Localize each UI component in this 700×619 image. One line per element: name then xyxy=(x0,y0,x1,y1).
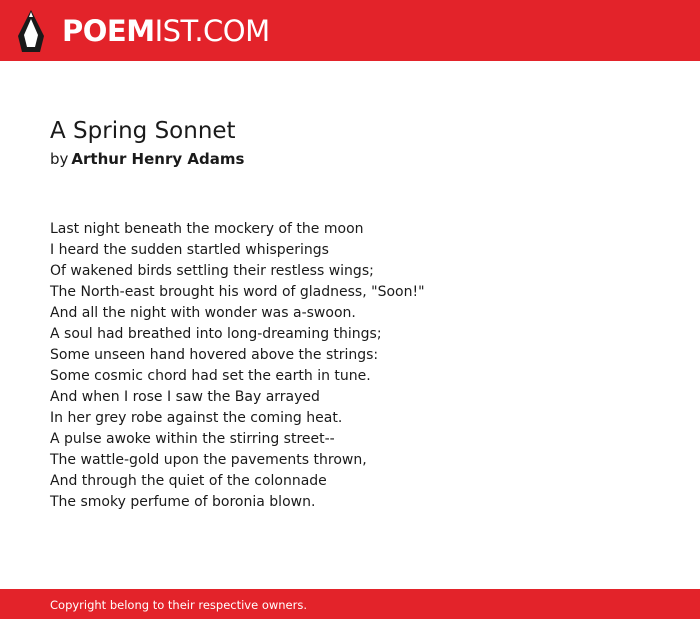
poem-line: A pulse awoke within the stirring street-- xyxy=(50,431,335,447)
poem-body xyxy=(50,219,425,513)
poem-line: Of wakened birds settling their restless wings; xyxy=(50,263,374,279)
poem-line: The wattle-gold upon the pavements thrown, xyxy=(50,452,367,468)
poem-line: The smoky perfume of boronia blown. xyxy=(50,494,316,510)
poem-line: A soul had breathed into long-dreaming things; xyxy=(50,326,382,342)
poem-line: The North-east brought his word of gladness, "Soon!" xyxy=(50,284,425,300)
poem-line: And through the quiet of the colonnade xyxy=(50,473,327,489)
poem-title: A Spring Sonnet xyxy=(50,118,236,144)
poem-line: And when I rose I saw the Bay arrayed xyxy=(50,389,320,405)
poem-author: Arthur Henry Adams xyxy=(71,150,245,168)
poem-line: I heard the sudden startled whisperings xyxy=(50,242,329,258)
logo-text-light: IST.COM xyxy=(154,14,270,48)
poem-line: And all the night with wonder was a-swoon. xyxy=(50,305,356,321)
site-logo-link[interactable] xyxy=(18,10,270,52)
pencil-nib-icon xyxy=(18,10,44,52)
poem-line: Some cosmic chord had set the earth in tune. xyxy=(50,368,371,384)
site-logo-text xyxy=(62,10,270,52)
site-footer xyxy=(0,589,700,619)
poem-byline xyxy=(50,148,244,170)
site-header xyxy=(0,0,700,61)
logo-text-bold: POEM xyxy=(62,14,155,48)
poem-line: In her grey robe against the coming heat. xyxy=(50,410,343,426)
copyright-notice: Copyright belong to their respective owners. xyxy=(50,598,308,612)
poem-line: Last night beneath the mockery of the moon xyxy=(50,221,364,237)
by-label: by xyxy=(50,150,69,168)
poem-line: Some unseen hand hovered above the strings: xyxy=(50,347,379,363)
